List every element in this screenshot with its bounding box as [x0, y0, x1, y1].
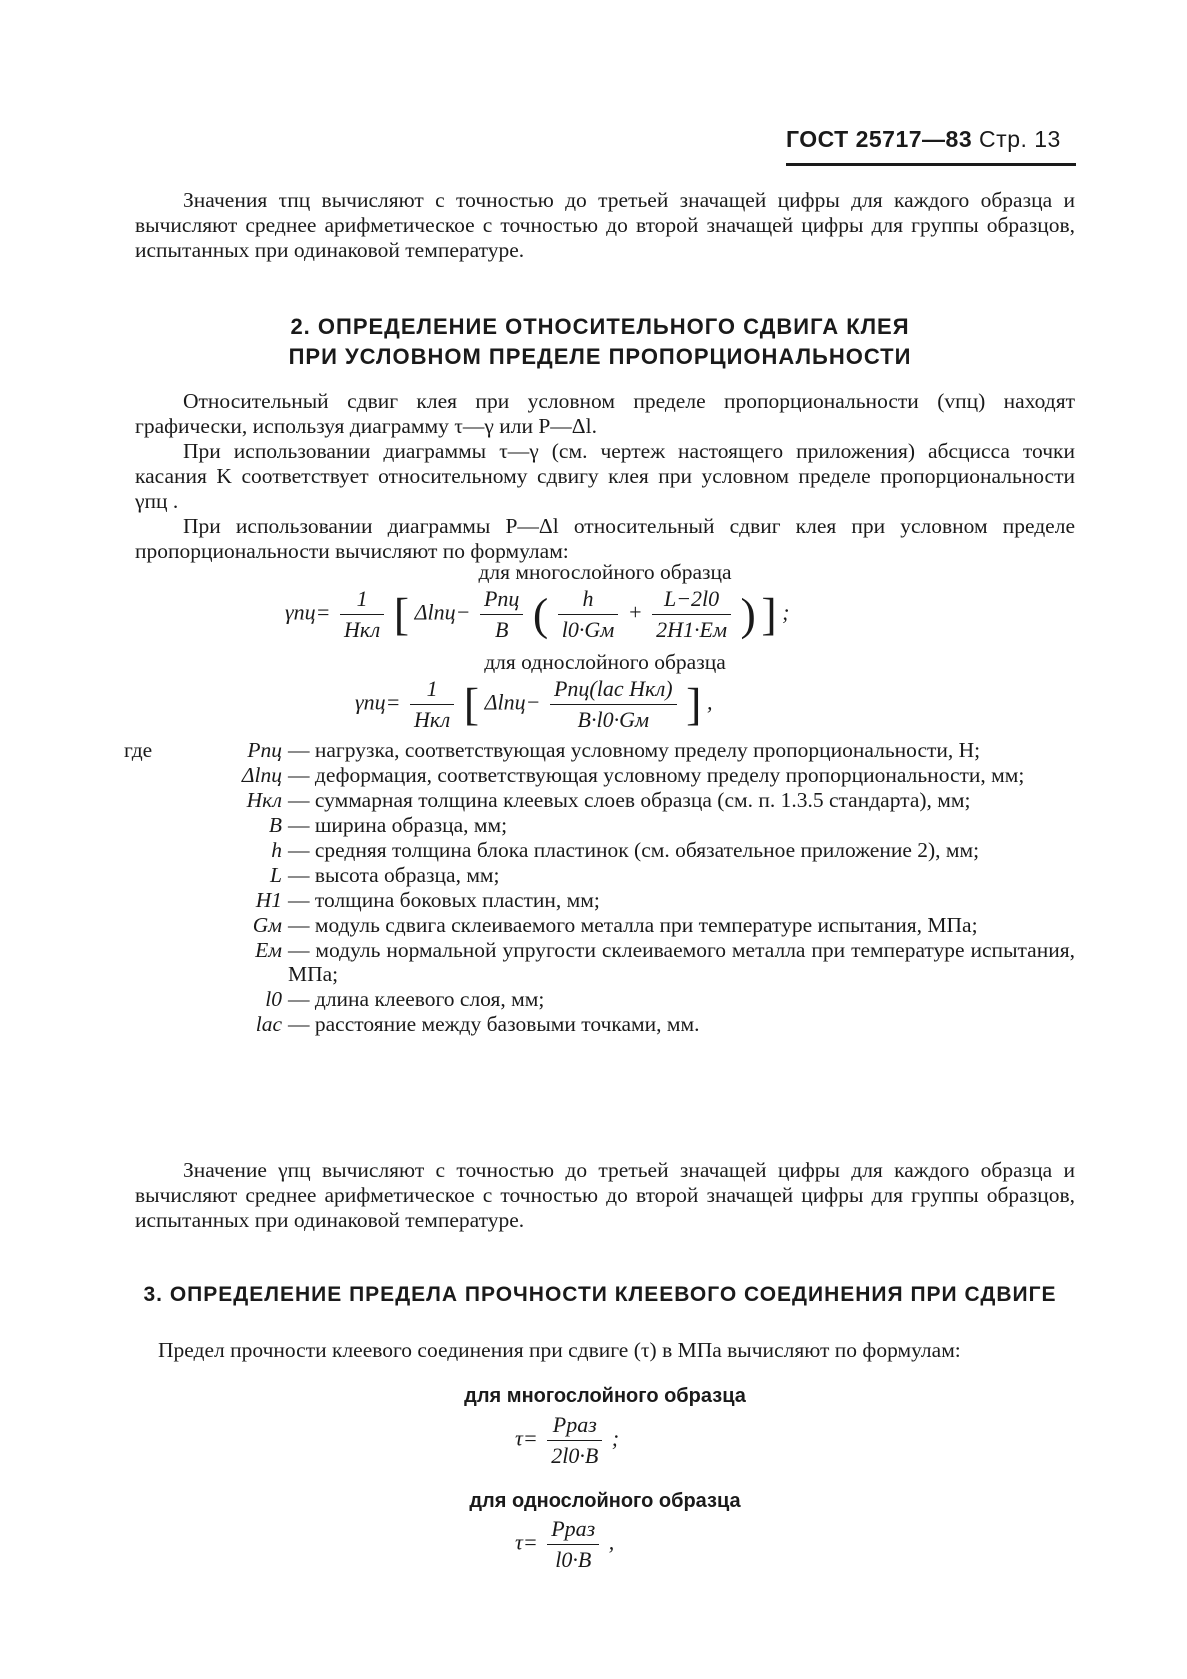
denominator: l0·B: [555, 1547, 592, 1572]
numerator: Pпц: [480, 586, 523, 615]
section2-paragraph-2: При использовании диаграммы τ—γ (см. чертеж настоящего приложения) абсцисса точки касания K соответствует относительному сдвигу клея при условном пределе пропорциональности γпц .: [135, 439, 1075, 513]
open-bracket: [: [463, 678, 480, 730]
denominator: 2H1·Eм: [656, 617, 727, 642]
fraction: [652, 586, 731, 643]
definition-symbol: Pпц: [247, 738, 282, 762]
definition-text: — средняя толщина блока пластинок (см. обязательное приложение 2), мм;: [288, 838, 980, 862]
s3-multi-layer-label: для многослойного образца: [464, 1385, 746, 1407]
section2-paragraph-1: Относительный сдвиг клея при условном пределе пропорциональности (vпц) находят графически, используя диаграмму τ—γ или P—Δl.: [135, 389, 1075, 438]
single-layer-label: для однослойного образца: [484, 650, 726, 674]
formula-lhs: γпц=: [285, 599, 331, 625]
section2-closing: Значение γпц вычисляют с точностью до третьей значащей цифры для каждого образца и вычисляют среднее арифметическое с точностью до второй значащей цифры для группы образцов, испытанных при одинаковой температуре.: [135, 1158, 1075, 1232]
numerator: 1: [340, 586, 384, 615]
definition-text: — толщина боковых пластин, мм;: [288, 888, 600, 912]
definition-text: — нагрузка, соответствующая условному пределу пропорциональности, Н;: [288, 738, 981, 762]
numerator: L−2l0: [652, 586, 731, 615]
definition-item: [160, 838, 1075, 862]
formula-lhs: τ=: [515, 1425, 538, 1451]
denominator: l0·Gм: [561, 617, 615, 642]
close-bracket: ]: [761, 588, 777, 640]
definition-symbol: L: [270, 863, 282, 887]
denominator: B: [494, 617, 509, 642]
definition-item: [160, 913, 1075, 937]
denominator: Hкл: [344, 617, 381, 642]
definition-symbol: H1: [255, 888, 282, 912]
definition-text: — ширина образца, мм;: [288, 813, 508, 837]
header-rule: [786, 163, 1076, 166]
close-paren: ): [740, 588, 756, 640]
definition-text: — длина клеевого слоя, мм;: [288, 987, 545, 1011]
fraction: [550, 676, 677, 733]
definition-symbol: Δlпц: [241, 763, 282, 787]
section3-paragraph: Предел прочности клеевого соединения при сдвиге (τ) в МПа вычисляют по формулам:: [158, 1338, 961, 1362]
section2-paragraph-3: При использовании диаграммы P—Δl относительный сдвиг клея при условном пределе пропорциональности вычисляют по формулам:: [135, 514, 1075, 563]
section2-heading-line2: ПРИ УСЛОВНОМ ПРЕДЕЛЕ ПРОПОРЦИОНАЛЬНОСТИ: [288, 344, 912, 369]
where-label: где: [124, 738, 153, 762]
denominator: B·l0·Gм: [577, 707, 650, 732]
definition-item: [160, 738, 1075, 762]
formula-tau-singlelayer: [515, 1516, 614, 1573]
delta-term: Δlпц−: [484, 689, 541, 715]
definition-symbol: B: [268, 813, 282, 837]
numerator: Pпц(lас Hкл): [550, 676, 677, 705]
formula-end: ;: [782, 599, 790, 625]
fraction: [340, 586, 384, 643]
definition-text: — модуль нормальной упругости склеиваемого металла при температуре испытания, МПа;: [288, 938, 1075, 986]
numerator: Pраз: [547, 1516, 599, 1545]
definition-symbol: h: [271, 838, 282, 862]
fraction: [410, 676, 454, 733]
fraction: [547, 1516, 599, 1573]
formula-end: ,: [608, 1529, 615, 1555]
open-bracket: [: [393, 588, 410, 640]
numerator: 1: [410, 676, 454, 705]
definition-item: [160, 1012, 1075, 1036]
open-paren: (: [532, 588, 549, 640]
page-number: Стр. 13: [979, 126, 1061, 152]
definition-item: [160, 987, 1075, 1011]
section2-heading: [110, 312, 1090, 372]
fraction: [480, 586, 523, 643]
definition-symbol: l0: [265, 987, 282, 1011]
s3-single-layer-label: для однослойного образца: [469, 1490, 741, 1512]
definition-text: — расстояние между базовыми точками, мм.: [288, 1012, 700, 1036]
formula-lhs: γпц=: [355, 689, 401, 715]
formula-tau-multilayer: [515, 1412, 619, 1469]
definition-item: [160, 763, 1075, 787]
plus-sign: +: [627, 599, 643, 625]
multi-layer-label: для многослойного образца: [478, 560, 732, 584]
formula-gamma-singlelayer: [355, 676, 712, 733]
definition-symbol: Gм: [252, 913, 282, 937]
fraction: [547, 1412, 602, 1469]
section2-heading-line1: 2. ОПРЕДЕЛЕНИЕ ОТНОСИТЕЛЬНОГО СДВИГА КЛЕЯ: [290, 314, 910, 339]
delta-term: Δlпц−: [414, 599, 471, 625]
intro-paragraph: Значения τпц вычисляют с точностью до третьей значащей цифры для каждого образца и вычисляют среднее арифметическое с точностью до второй значащей цифры для группы образцов, испытанных при одинаковой температуре.: [135, 188, 1075, 262]
close-bracket: ]: [686, 678, 702, 730]
definition-item: [160, 888, 1075, 912]
fraction: [558, 586, 619, 643]
definition-text: — деформация, соответствующая условному пределу пропорциональности, мм;: [288, 763, 1025, 787]
definition-text: — высота образца, мм;: [288, 863, 500, 887]
formula-end: ;: [611, 1425, 620, 1451]
definitions-list: [120, 738, 1075, 1037]
standard-number: ГОСТ 25717—83: [786, 126, 973, 152]
denominator: Hкл: [414, 707, 451, 732]
definition-item: [160, 813, 1075, 837]
page-header: [786, 126, 1061, 153]
formula-end: ,: [706, 689, 713, 715]
definition-text: — суммарная толщина клеевых слоев образца (см. п. 1.3.5 стандарта), мм;: [288, 788, 971, 812]
definition-symbol: Eм: [255, 938, 282, 962]
formula-gamma-multilayer: [285, 586, 789, 643]
section3-heading: 3. ОПРЕДЕЛЕНИЕ ПРЕДЕЛА ПРОЧНОСТИ КЛЕЕВОГО СОЕДИНЕНИЯ ПРИ СДВИГЕ: [143, 1283, 1057, 1306]
formula-lhs: τ=: [515, 1529, 538, 1555]
definition-item: [160, 863, 1075, 887]
denominator: 2l0·B: [551, 1443, 599, 1468]
definition-symbol: Hкл: [246, 788, 282, 812]
definition-text: — модуль сдвига склеиваемого металла при температуре испытания, МПа;: [288, 913, 978, 937]
definition-item: [160, 938, 1075, 986]
numerator: h: [558, 586, 619, 615]
definition-item: [160, 788, 1075, 812]
numerator: Pраз: [547, 1412, 602, 1441]
definition-symbol: lас: [255, 1012, 282, 1036]
